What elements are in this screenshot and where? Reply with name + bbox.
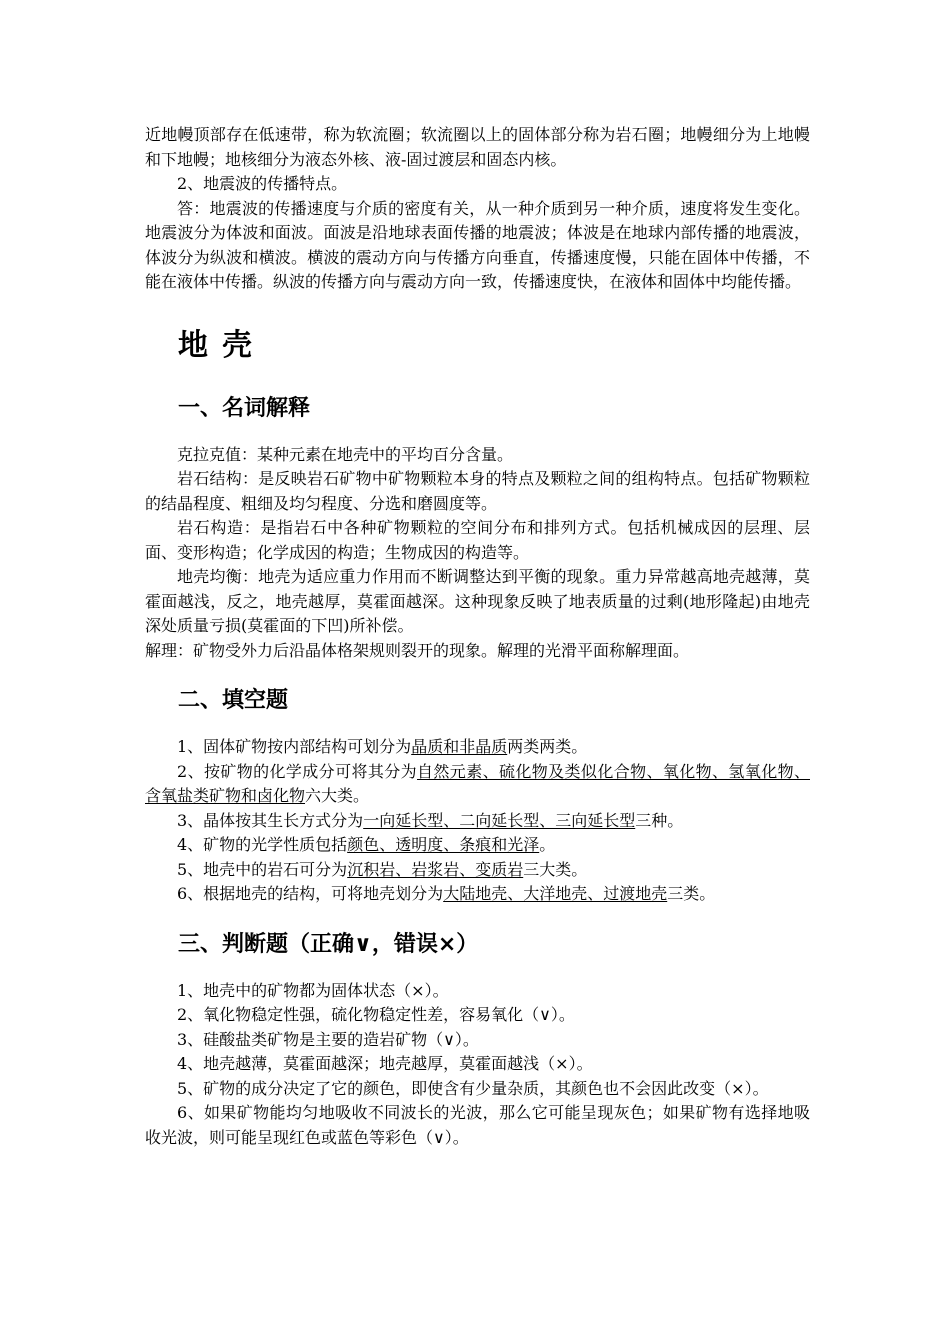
section-1-title: 一、名词解释: [178, 395, 311, 421]
chapter-title: 地壳: [178, 327, 266, 363]
judgement-item: 3、硅酸盐类矿物是主要的造岩矿物（∨）。: [177, 1029, 479, 1049]
fill-blank-item: 3、晶体按其生长方式分为一向延长型、二向延长型、三向延长型三种。: [177, 810, 684, 830]
judgement-item: 1、地壳中的矿物都为固体状态（×）。: [177, 980, 449, 1000]
answer-underline: 沉积岩、岩浆岩、变质岩: [347, 859, 524, 879]
answer-2: 答：地震波的传播速度与介质的密度有关，从一种介质到另一种介质，速度将发生变化。地震波分为体波和面波。面波是沿地球表面传播的地震波；体波是在地球内部传播的地震波，体波分为纵波和横波。横波的震动方向与传播方向垂直，传播速度慢，只能在固体中传播，不能在液体中传播。纵波的传播方向与震动方向一致，传播速度快，在液体和固体中均能传播。: [145, 198, 810, 291]
judgement-item: 4、地壳越薄，莫霍面越深；地壳越厚，莫霍面越浅（×）。: [177, 1054, 593, 1073]
fill-blank-item: 4、矿物的光学性质包括颜色、透明度、条痕和光泽。: [177, 835, 556, 854]
document-page: [145, 123, 810, 1150]
term-definition: 克拉克值：某种元素在地壳中的平均百分含量。: [177, 444, 514, 464]
fill-blank-item: 2、按矿物的化学成分可将其分为自然元素、硫化物及类似化合物、氧化物、氢氧化物、含氧盐类矿物和卤化物六大类。: [145, 761, 810, 805]
fill-blank-item: 1、固体矿物按内部结构可划分为晶质和非晶质两类两类。: [177, 737, 588, 756]
term-definition: 岩石构造：是指岩石中各种矿物颗粒的空间分布和排列方式。包括机械成因的层理、层面、变形构造；化学成因的构造；生物成因的构造等。: [145, 518, 810, 562]
judgement-item: 5、矿物的成分决定了它的颜色，即使含有少量杂质，其颜色也不会因此改变（×）。: [177, 1078, 769, 1098]
answer-underline: 大陆地壳、大洋地壳、过渡地壳: [443, 884, 668, 903]
intro-paragraph: 近地幔顶部存在低速带，称为软流圈；软流圈以上的固体部分称为岩石圈；地幔细分为上地幔和下地幔；地核细分为液态外核、液-固过渡层和固态内核。: [145, 125, 810, 169]
term-definition: 解理：矿物受外力后沿晶体格架规则裂开的现象。解理的光滑平面称解理面。: [145, 640, 690, 660]
answer-underline: 一向延长型、二向延长型、三向延长型: [363, 810, 636, 830]
fill-blank-item: 6、根据地壳的结构，可将地壳划分为大陆地壳、大洋地壳、过渡地壳三类。: [177, 884, 716, 903]
section-3-title: 三、判断题（正确∨，错误×）: [178, 931, 479, 957]
term-definition: 地壳均衡：地壳为适应重力作用而不断调整达到平衡的现象。重力异常越高地壳越薄，莫霍面越浅，反之，地壳越厚，莫霍面越深。这种现象反映了地表质量的过剩(地形隆起)由地壳深处质量亏损(莫霍面的下凹)所补偿。: [145, 567, 810, 635]
answer-underline: 颜色、透明度、条痕和光泽: [347, 835, 540, 854]
answer-underline: 自然元素、硫化物及类似化合物、氧化物、氢氧化物、含氧盐类矿物和卤化物: [145, 761, 810, 805]
question-2: 2、地震波的传播特点。: [177, 174, 348, 193]
fill-blank-item: 5、地壳中的岩石可分为沉积岩、岩浆岩、变质岩三大类。: [177, 859, 588, 879]
judgement-item: 6、如果矿物能均匀地吸收不同波长的光波，那么它可能呈现灰色；如果矿物有选择地吸收光波，则可能呈现红色或蓝色等彩色（∨）。: [145, 1103, 810, 1147]
term-definition: 岩石结构：是反映岩石矿物中矿物颗粒本身的特点及颗粒之间的组构特点。包括矿物颗粒的结晶程度、粗细及均匀程度、分选和磨圆度等。: [145, 469, 810, 513]
section-2-title: 二、填空题: [178, 688, 289, 713]
answer-underline: 晶质和非晶质: [411, 737, 508, 756]
judgement-item: 2、氧化物稳定性强，硫化物稳定性差，容易氧化（∨）。: [177, 1005, 575, 1024]
